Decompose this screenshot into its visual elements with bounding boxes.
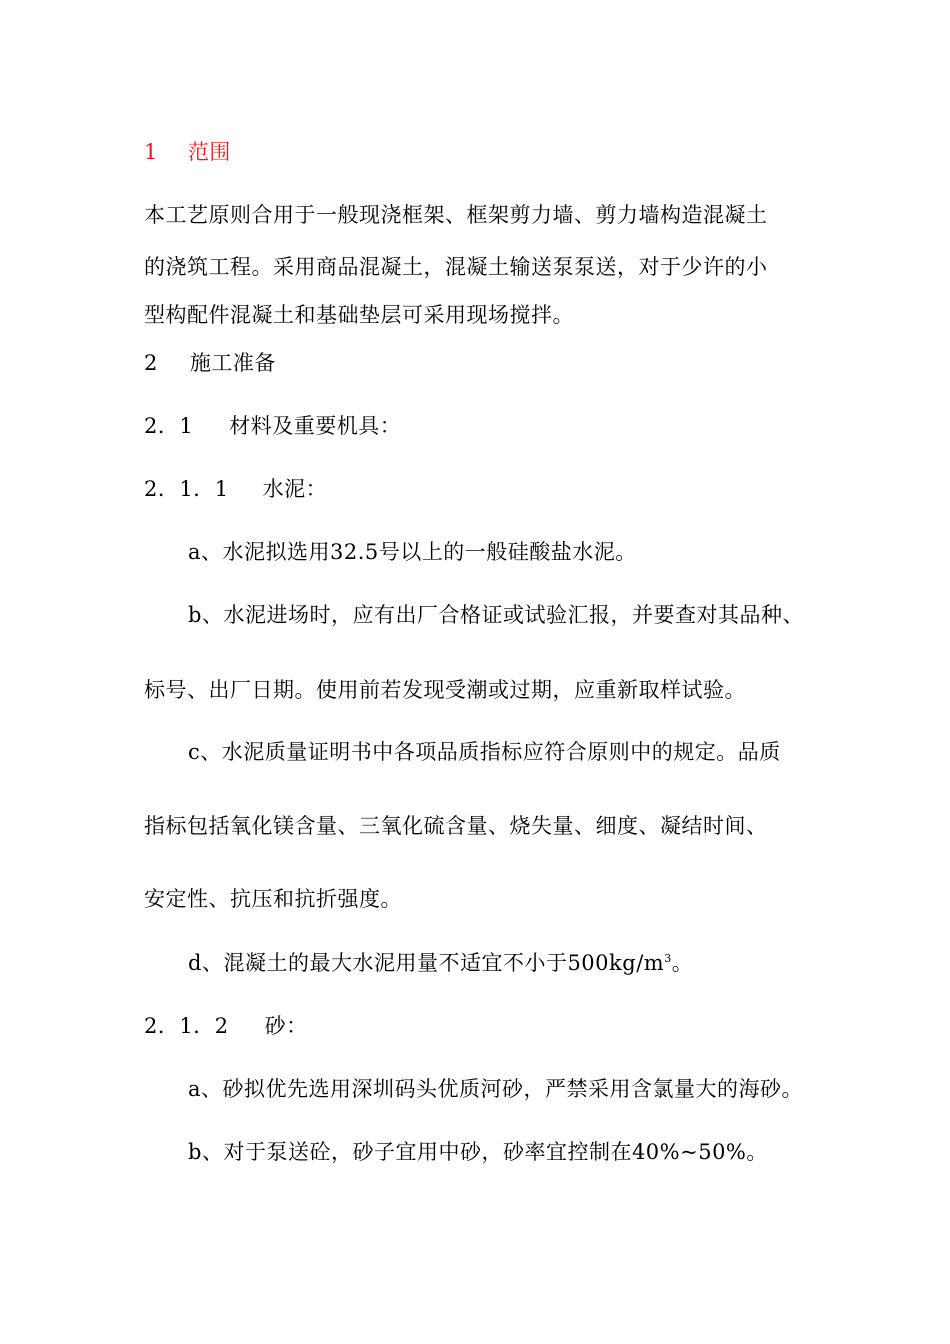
sand-item-a: a、砂拟优先选用深圳码头优质河砂，严禁采用含氯量大的海砂。 xyxy=(188,1077,804,1101)
section-2-1-number: 2．1 xyxy=(144,414,194,438)
section-2-1-2-title: 砂： xyxy=(264,1014,308,1038)
cement-item-c-line-2: 指标包括氧化镁含量、三氧化硫含量、烧失量、细度、凝结时间、 xyxy=(144,814,768,838)
cement-item-a: a、水泥拟选用32.5号以上的一般硅酸盐水泥。 xyxy=(188,540,637,564)
cement-item-d-period: 。 xyxy=(671,951,694,975)
section-1-title: 范围 xyxy=(187,140,231,164)
cement-item-c-line-1: c、水泥质量证明书中各项品质指标应符合原则中的规定。品质 xyxy=(188,740,781,764)
section-2-heading xyxy=(144,350,276,376)
section-1-body-line-2: 的浇筑工程。采用商品混凝土，混凝土输送泵泵送，对于少许的小 xyxy=(144,255,768,279)
section-2-1-1-heading xyxy=(144,476,327,502)
cement-item-b-line-2: 标号、出厂日期。使用前若发现受潮或过期，应重新取样试验。 xyxy=(144,678,746,702)
section-2-1-2-heading xyxy=(144,1013,308,1039)
section-2-1-1-number: 2．1．1 xyxy=(144,477,229,501)
cement-item-d-text: d、混凝土的最大水泥用量不适宜不小于500kg/m xyxy=(188,951,665,975)
sand-item-b: b、对于泵送砼，砂子宜用中砂，砂率宜控制在40%~50%。 xyxy=(188,1140,768,1164)
cement-item-c-line-3: 安定性、抗压和抗折强度。 xyxy=(144,887,402,911)
section-1-heading xyxy=(144,139,231,165)
section-2-number: 2 xyxy=(144,351,158,375)
section-2-1-2-number: 2．1．2 xyxy=(144,1014,229,1038)
section-2-title: 施工准备 xyxy=(189,351,276,375)
section-2-1-1-title: 水泥： xyxy=(262,477,328,501)
cement-item-b-line-1: b、水泥进场时，应有出厂合格证或试验汇报，并要查对其品种、 xyxy=(188,603,804,627)
cement-item-d-superscript: 3 xyxy=(664,952,672,965)
section-2-1-heading xyxy=(144,413,401,439)
section-1-body-line-3: 型构配件混凝土和基础垫层可采用现场搅拌。 xyxy=(144,303,574,327)
section-1-body-line-1: 本工艺原则合用于一般现浇框架、框架剪力墙、剪力墙构造混凝土 xyxy=(144,203,768,227)
section-2-1-title: 材料及重要机具： xyxy=(229,414,402,438)
cement-item-d xyxy=(188,950,693,976)
section-1-number: 1 xyxy=(144,140,158,164)
